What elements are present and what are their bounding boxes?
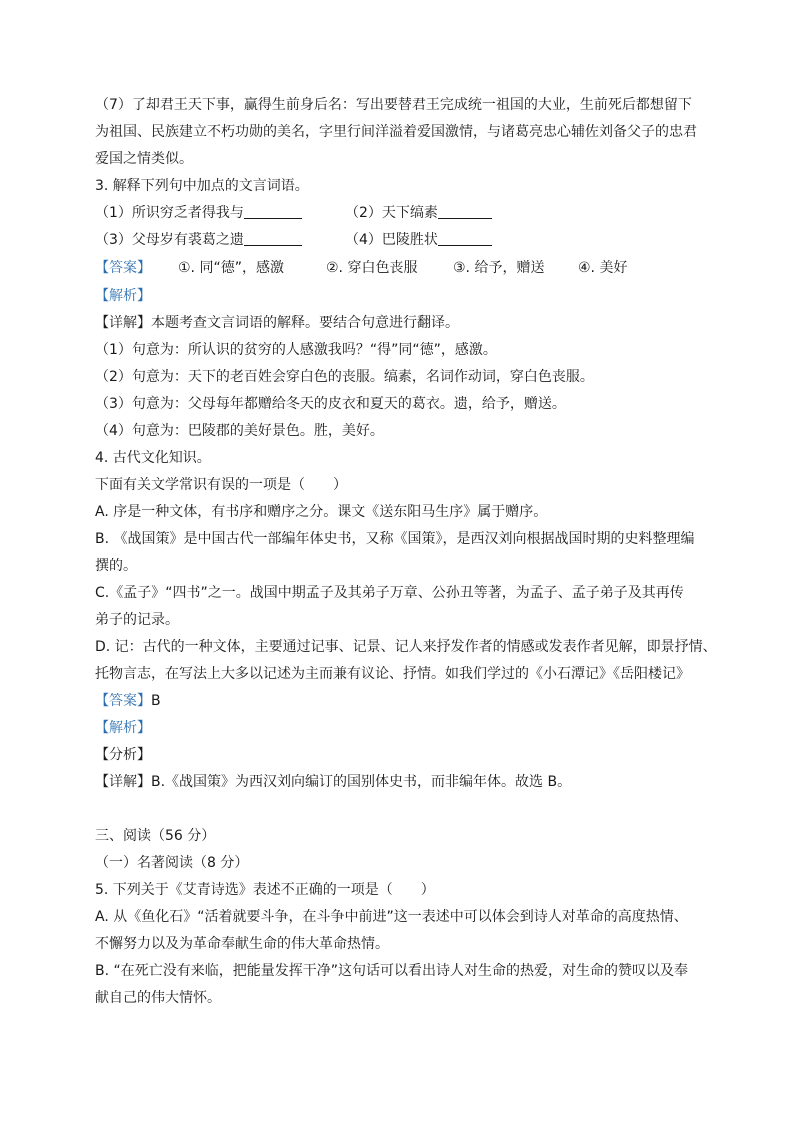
q3-item-3: （3）父母岁有裘葛之遗 [95, 230, 302, 250]
q7-line-1: （7）了却君王天下事，赢得生前身后名：写出要替君王完成统一祖国的大业，生前死后都想留下 [95, 97, 692, 113]
q3-answer-1: ①. 同“德”，感激 [178, 260, 284, 276]
q4-option-b-line-2: 撰的。 [95, 558, 137, 574]
q4-detail: 【详解】B.《战国策》为西汉刘向编订的国别体史书，而非编年体。故选 B。 [95, 774, 572, 790]
q3-answer-3: ③. 给予，赠送 [453, 260, 545, 276]
q4-option-b-line-1: B. 《战国策》是中国古代一部编年体史书，又称《国策》，是西汉刘向根据战国时期的史料整理编 [95, 531, 695, 547]
q3-detail: 【详解】本题考查文言词语的解释。要结合句意进行翻译。 [95, 315, 459, 331]
q5-option-b-line-2: 献自己的伟大情怀。 [95, 990, 221, 1006]
q3-answer-4: ④. 美好 [578, 260, 628, 276]
q3-detail-4: （4）句意为：巴陵郡的美好景色。胜，美好。 [95, 423, 384, 439]
q4-analysis-tag: 【解析】 [95, 720, 151, 736]
q4-option-c-line-1: C.《孟子》“四书”之一。战国中期孟子及其弟子万章、公孙丑等著，为孟子、孟子弟子及其再传 [95, 585, 684, 601]
answer-blank [244, 231, 302, 246]
answer-blank [438, 204, 492, 219]
q3-title: 3. 解释下列句中加点的文言词语。 [95, 178, 309, 194]
q3-answer-2: ②. 穿白色丧服 [326, 260, 418, 276]
q5-title: 5. 下列关于《艾青诗选》表述不正确的一项是（ ） [95, 882, 435, 898]
section-3-title: 三、阅读（56 分） [95, 828, 216, 844]
q7-line-2: 为祖国、民族建立不朽功勋的美名，字里行间洋溢着爱国激情，与诸葛亮忠心辅佐刘备父子的忠君 [95, 124, 697, 140]
q4-question: 下面有关文学常识有误的一项是（ ） [95, 477, 347, 493]
q4-option-c-line-2: 弟子的记录。 [95, 612, 179, 628]
q4-option-a: A. 序是一种文体，有书序和赠序之分。课文《送东阳马生序》属于赠序。 [95, 504, 548, 520]
q4-fenxi-tag: 【分析】 [95, 747, 151, 763]
q4-option-d-line-2: 托物言志，在写法上大多以记述为主而兼有议论、抒情。如我们学过的《小石潭记》《岳阳楼记》 [95, 666, 690, 682]
q5-option-a-line-2: 不懈努力以及为革命奉献生命的伟大革命热情。 [95, 936, 389, 952]
q4-option-d-line-1: D. 记：古代的一种文体，主要通过记事、记景、记人来抒发作者的情感或发表作者见解，即景抒情、 [95, 639, 717, 655]
q3-detail-1: （1）句意为：所认识的贫穷的人感激我吗？“得”同“德”，感激。 [95, 342, 497, 358]
q5-option-a-line-1: A. 从《鱼化石》“活着就要斗争，在斗争中前进”这一表述中可以体会到诗人对革命的高度热情、 [95, 909, 688, 925]
q3-analysis-tag: 【解析】 [95, 288, 151, 304]
q5-option-b-line-1: B. “在死亡没有来临，把能量发挥干净”这句话可以看出诗人对生命的热爱，对生命的赞叹以及奉 [95, 963, 689, 979]
q3-detail-2: （2）句意为：天下的老百姓会穿白色的丧服。缟素，名词作动词，穿白色丧服。 [95, 369, 594, 385]
q4-answer: 【答案】B [95, 693, 161, 709]
q3-item-2: （2）天下缟素 [345, 203, 492, 223]
q3-item-1: （1）所识穷乏者得我与 [95, 203, 302, 223]
answer-blank [438, 231, 492, 246]
q3-answer-tag: 【答案】 [95, 260, 151, 276]
q3-item-4: （4）巴陵胜状 [345, 230, 492, 250]
section-3-subtitle: （一）名著阅读（8 分） [95, 855, 249, 871]
q4-title: 4. 古代文化知识。 [95, 450, 211, 466]
answer-blank [244, 204, 302, 219]
q3-detail-3: （3）句意为：父母每年都赠给冬天的皮衣和夏天的葛衣。遗，给予，赠送。 [95, 396, 566, 412]
q7-line-3: 爱国之情类似。 [95, 151, 193, 167]
